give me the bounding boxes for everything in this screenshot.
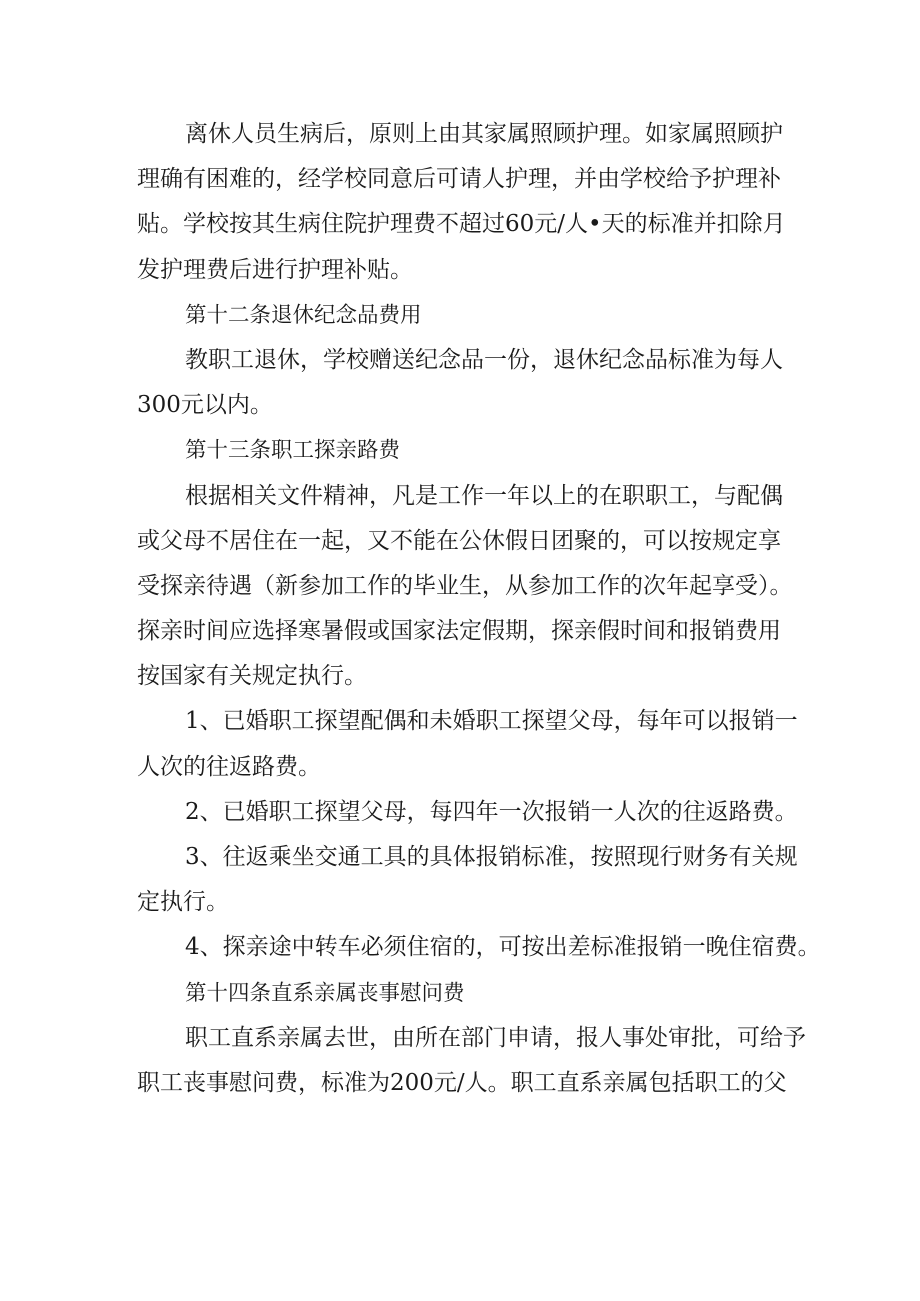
- text-line: 教职工退休，学校赠送纪念品一份，退休纪念品标准为每人: [185, 346, 783, 373]
- document-body: [137, 112, 821, 1106]
- text-line: 3、往返乘坐交通工具的具体报销标准，按照现行财务有关规: [185, 844, 798, 870]
- text-line: 发护理费后进行护理补贴。: [137, 256, 413, 283]
- text-line: 受探亲待遇（新参加工作的毕业生，从参加工作的次年起享受）。: [137, 572, 793, 599]
- text-line: 1、已婚职工探望配偶和未婚职工探望父母，每年可以报销一: [185, 708, 798, 735]
- text-line: 300元以内。: [137, 392, 273, 419]
- text-line: 或父母不居住在一起，又不能在公休假日团聚的，可以按规定享: [137, 527, 781, 554]
- text-line: 根据相关文件精神，凡是工作一年以上的在职职工，与配偶: [185, 482, 783, 509]
- text-line: 人次的往返路费。: [137, 753, 321, 780]
- text-line: 离休人员生病后，原则上由其家属照顾护理。如家属照顾护: [185, 121, 783, 147]
- text-line: 职工丧事慰问费，标准为200元/人。职工直系亲属包括职工的父: [137, 1069, 787, 1096]
- section-heading: 第十三条职工探亲路费: [185, 438, 401, 464]
- text-line: 4、探亲途中转车必须住宿的，可按出差标准报销一晚住宿费。: [185, 934, 821, 961]
- section-heading: 第十二条退休纪念品费用: [185, 302, 422, 328]
- text-line: 理确有困难的，经学校同意后可请人护理，并由学校给予护理补: [137, 166, 781, 193]
- text-line: 按国家有关规定执行。: [137, 663, 367, 690]
- text-line: 2、已婚职工探望父母，每四年一次报销一人次的往返路费。: [185, 798, 798, 825]
- text-line: 职工直系亲属去世，由所在部门申请，报人事处审批，可给予: [185, 1024, 806, 1051]
- text-line: 贴。学校按其生病住院护理费不超过60元/人•天的标准并扣除月: [137, 211, 786, 238]
- text-line: 探亲时间应选择寒暑假或国家法定假期，探亲假时间和报销费用: [137, 618, 781, 645]
- section-heading: 第十四条直系亲属丧事慰问费: [185, 980, 465, 1006]
- text-line: 定执行。: [137, 889, 229, 916]
